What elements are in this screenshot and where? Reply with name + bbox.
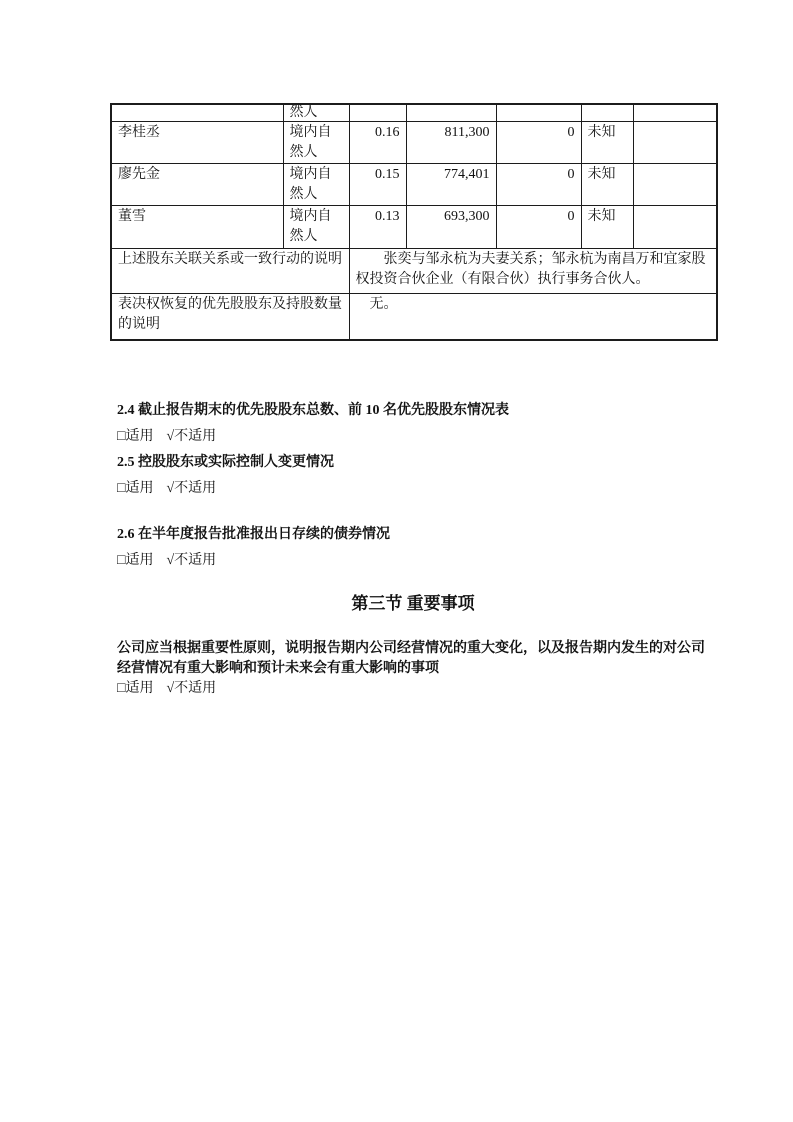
cell-shareholder-name: 李桂丞 <box>111 122 283 164</box>
cell-pledged-frozen: 0 <box>496 122 581 164</box>
not-applicable-check-label: √不适用 <box>166 553 217 568</box>
table-row-relation-note <box>111 249 717 294</box>
section-heading-2-5: 2.5 控股股东或实际控制人变更情况 <box>117 455 334 470</box>
not-applicable-check-label: √不适用 <box>166 481 217 496</box>
cell-shareholder-type: 境内自然人 <box>283 206 349 249</box>
cell-shares-held: 774,401 <box>406 164 496 206</box>
section-heading-2-6: 2.6 在半年度报告批准报出日存续的债券情况 <box>117 527 390 542</box>
applicable-checkbox-label: □适用 <box>117 429 154 444</box>
cell-pledged-frozen <box>496 104 581 122</box>
applicable-checkbox-label: □适用 <box>117 681 154 696</box>
cell-remark <box>633 122 717 164</box>
cell-shareholder-name <box>111 104 283 122</box>
cell-shareholder-name: 廖先金 <box>111 164 283 206</box>
applicable-checkbox-label: □适用 <box>117 553 154 568</box>
top-shareholders-table <box>110 103 718 341</box>
cell-holding-ratio: 0.13 <box>349 206 406 249</box>
cell-preferred-note-value: 无。 <box>349 294 717 340</box>
cell-remark <box>633 104 717 122</box>
table-row-shareholder <box>111 206 717 249</box>
not-applicable-check-label: √不适用 <box>166 681 217 696</box>
cell-shareholder-name: 董雪 <box>111 206 283 249</box>
table-row-shareholder <box>111 164 717 206</box>
table-row-shareholder <box>111 122 717 164</box>
applicability-line-2-4 <box>117 427 216 447</box>
applicability-line-2-6 <box>117 551 216 571</box>
cell-shares-held: 811,300 <box>406 122 496 164</box>
cell-pledged-frozen: 0 <box>496 164 581 206</box>
cell-share-status: 未知 <box>581 206 633 249</box>
cell-share-status <box>581 104 633 122</box>
cell-shareholder-type: 境内自然人 <box>283 164 349 206</box>
importance-principle-paragraph: 公司应当根据重要性原则，说明报告期内公司经营情况的重大变化，以及报告期内发生的对公司经营情况有重大影响和预计未来会有重大影响的事项 <box>117 641 705 676</box>
table-row-carryover <box>111 104 717 122</box>
section-heading-2-4: 2.4 截止报告期末的优先股股东总数、前 10 名优先股股东情况表 <box>117 403 509 418</box>
applicable-checkbox-label: □适用 <box>117 481 154 496</box>
applicability-line-importance <box>117 679 216 699</box>
cell-relation-note-value: 张奕与邹永杭为夫妻关系；邹永杭为南昌万和宜家股权投资合伙企业（有限合伙）执行事务合伙人。 <box>349 249 717 294</box>
cell-remark <box>633 164 717 206</box>
not-applicable-check-label: √不适用 <box>166 429 217 444</box>
cell-holding-ratio: 0.15 <box>349 164 406 206</box>
cell-share-status: 未知 <box>581 122 633 164</box>
cell-holding-ratio: 0.16 <box>349 122 406 164</box>
table-row-preferred-note <box>111 294 717 340</box>
cell-shares-held: 693,300 <box>406 206 496 249</box>
cell-relation-note-label: 上述股东关联关系或一致行动的说明 <box>111 249 349 294</box>
cell-remark <box>633 206 717 249</box>
cell-holding-ratio <box>349 104 406 122</box>
cell-shares-held <box>406 104 496 122</box>
cell-preferred-note-label: 表决权恢复的优先股股东及持股数量的说明 <box>111 294 349 340</box>
chapter-title: 第三节 重要事项 <box>351 594 475 613</box>
cell-share-status: 未知 <box>581 164 633 206</box>
cell-pledged-frozen: 0 <box>496 206 581 249</box>
applicability-line-2-5 <box>117 479 216 499</box>
cell-shareholder-type: 境内自然人 <box>283 122 349 164</box>
cell-shareholder-type: 然人 <box>283 104 349 122</box>
